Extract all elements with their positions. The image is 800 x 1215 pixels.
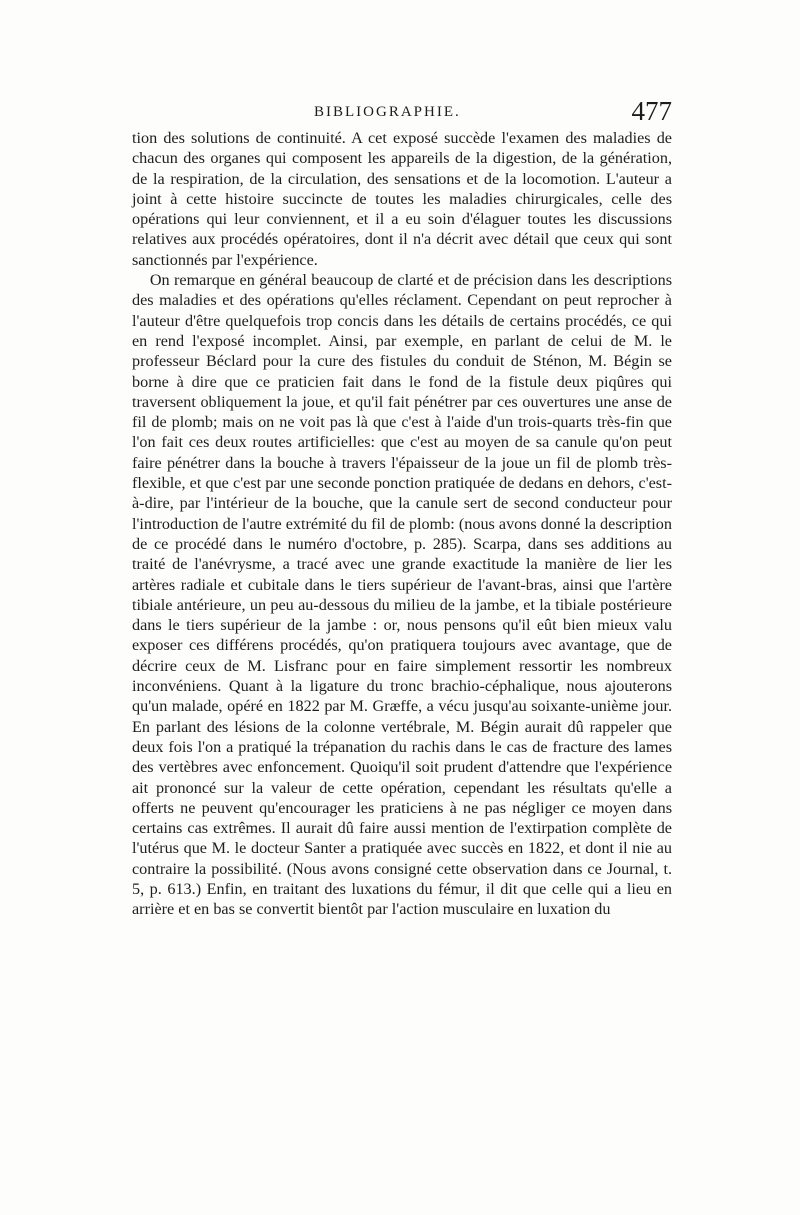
paragraph: tion des solutions de continuité. A cet exposé succède l'examen des maladies de chacun des organes qui composent les appareils de la digestion, de la génération, de la respiration, de la circulation, des sensations et de la locomotion. L'auteur a joint à cette histoire succincte de toutes les maladies chirurgicales, celle des opérations qui leur conviennent, et il a eu soin d'élaguer toutes les discussions relatives aux procédés opératoires, dont il n'a décrit avec détail que ceux qui sont sanctionnés par l'expérience.: [132, 129, 672, 269]
body-text: [132, 128, 672, 920]
page-header: [132, 98, 672, 132]
page-number: 477: [631, 96, 672, 126]
running-head: BIBLIOGRAPHIE.: [314, 104, 461, 120]
paragraph: On remarque en général beaucoup de clarté et de précision dans les descriptions des maladies et des opérations qu'elles réclament. Cependant on peut reprocher à l'auteur d'être quelquefois trop concis dans les détails de certains procédés, ce qui en rend l'exposé incomplet. Ainsi, par exemple, en parlant de celui de M. le professeur Béclard pour la cure des fistules du conduit de Sténon, M. Bégin se borne à dire que ce praticien fait dans le fond de la fistule deux piqûres qui traversent obliquement la joue, et qu'il fait pénétrer par ces ouvertures une anse de fil de plomb; mais on ne voit pas là que c'est à l'aide d'un trois-quarts très-fin que l'on fait ces deux routes artificielles: que c'est au moyen de sa canule qu'on peut faire pénétrer dans la bouche à travers l'épaisseur de la joue un fil de plomb très-flexible, et que c'est par une seconde ponction pratiquée de dedans en dehors, c'est-à-dire, par l'intérieur de la bouche, que la canule sert de second conducteur pour l'introduction de l'autre extrémité du fil de plomb: (nous avons donné la description de ce procédé dans le numéro d'octobre, p. 285). Scarpa, dans ses additions au traité de l'anévrysme, a tracé avec une grande exactitude la manière de lier les artères radiale et cubitale dans le tiers supérieur de l'avant-bras, ainsi que l'artère tibiale antérieure, un peu au-dessous du milieu de la jambe, et la tibiale postérieure dans le tiers supérieur de la jambe : or, nous pensons qu'il eût bien mieux valu exposer ces différens procédés, qu'on pratiquera toujours avec avantage, que de décrire ceux de M. Lisfranc pour en faire simplement ressortir les nombreux inconvéniens. Quant à la ligature du tronc brachio-céphalique, nous ajouterons qu'un malade, opéré en 1822 par M. Græffe, a vécu jusqu'au soixante-unième jour. En parlant des lésions de la colonne vertébrale, M. Bégin aurait dû rappeler que deux fois l'on a pratiqué la trépanation du rachis dans le cas de fracture des lames des vertèbres avec enfoncement. Quoiqu'il soit prudent d'attendre que l'expérience ait prononcé sur la valeur de cette opération, cependant les résultats qu'elle a offerts ne peuvent qu'encourager les praticiens à ne pas négliger ce moyen dans certains cas extrêmes. Il aurait dû faire aussi mention de l'extirpation complète de l'utérus que M. le docteur Santer a pratiquée avec succès en 1822, et dont il nie au contraire la possibilité. (Nous avons consigné cette observation dans ce Journal, t. 5, p. 613.) Enfin, en traitant des luxations du fémur, il dit que celle qui a lieu en arrière et en bas se convertit bientôt par l'action musculaire en luxation du: [132, 271, 672, 919]
